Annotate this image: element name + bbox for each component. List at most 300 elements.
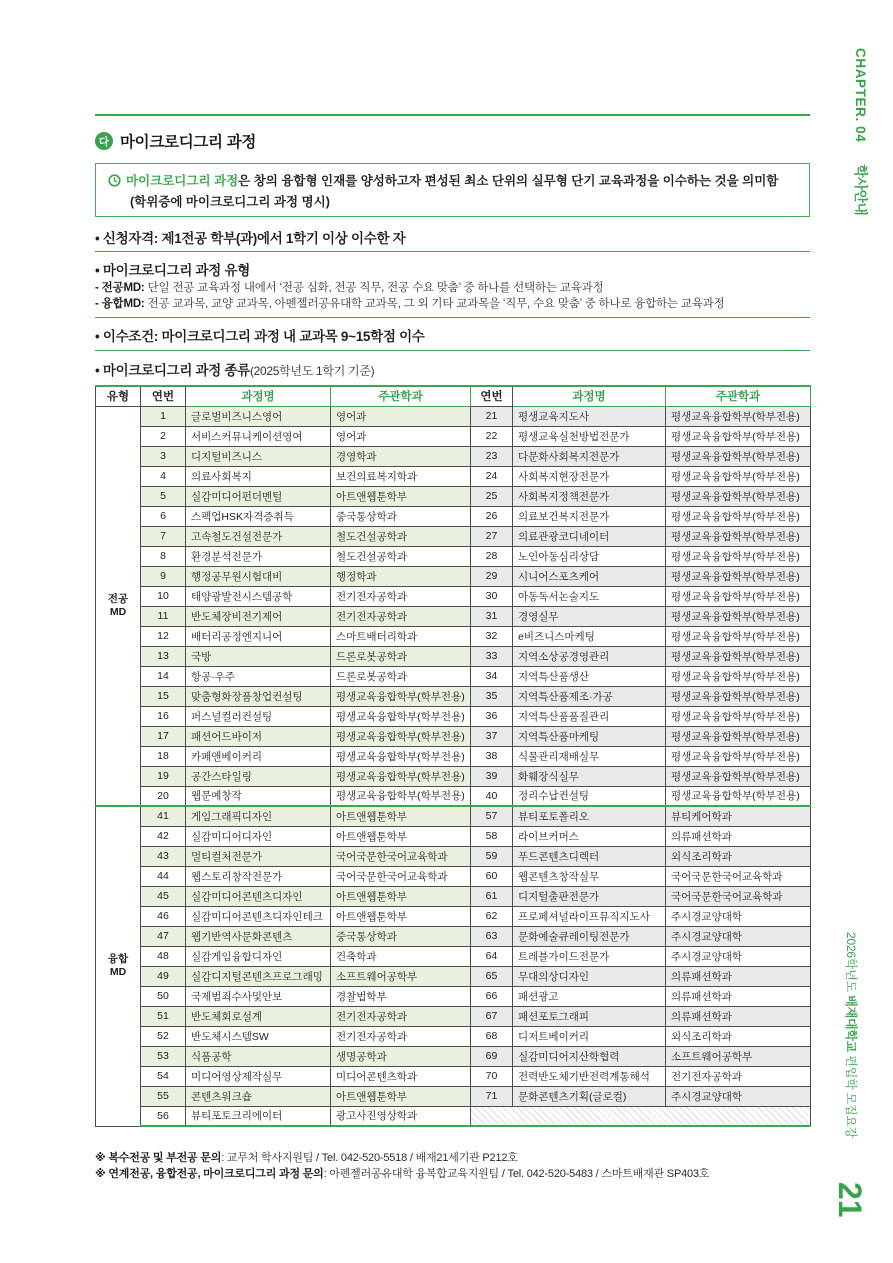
department-cell: 미디어콘텐츠학과 <box>331 1066 471 1086</box>
department-cell: 평생교육융합학부(학부전용) <box>666 606 811 626</box>
department-cell: 평생교육융합학부(학부전용) <box>666 586 811 606</box>
footnote-text: : 교무처 학사지원팀 / Tel. 042-520-5518 / 배재21세기관 P212호 <box>221 1152 518 1164</box>
department-cell: 소프트웨어공학부 <box>331 966 471 986</box>
course-no-cell: 13 <box>141 646 186 666</box>
course-name-cell: 실감미디어콘텐츠디자인 <box>186 886 331 906</box>
department-cell: 국어국문한국어교육학과 <box>666 866 811 886</box>
table-row <box>96 546 811 566</box>
course-no-cell: 70 <box>471 1066 513 1086</box>
department-cell: 평생교육융합학부(학부전용) <box>666 646 811 666</box>
divider <box>95 251 810 252</box>
definition-line1 <box>108 171 797 189</box>
course-name-cell: 웹스토리창작전문가 <box>186 866 331 886</box>
course-name-cell: 평생교육실천방법전문가 <box>513 426 666 446</box>
course-name-cell: 웹기반역사문화콘텐츠 <box>186 926 331 946</box>
course-name-cell: 지역특산품제조·가공 <box>513 686 666 706</box>
department-cell: 생명공학과 <box>331 1046 471 1066</box>
department-cell: 전기전자공학과 <box>331 1026 471 1046</box>
table-row <box>96 506 811 526</box>
department-cell: 아트앤웹툰학부 <box>331 906 471 926</box>
course-name-cell: 패션광고 <box>513 986 666 1006</box>
course-name-cell: 글로벌비즈니스영어 <box>186 406 331 426</box>
table-head <box>96 386 811 406</box>
edition-university: 배재대학교 <box>844 995 858 1053</box>
department-cell: 아트앤웹툰학부 <box>331 486 471 506</box>
course-name-cell: 콘텐츠워크숍 <box>186 1086 331 1106</box>
course-name-cell: 아동독서논술지도 <box>513 586 666 606</box>
course-no-cell: 12 <box>141 626 186 646</box>
department-cell: 평생교육융합학부(학부전용) <box>666 466 811 486</box>
table-row <box>96 866 811 886</box>
course-no-cell: 32 <box>471 626 513 646</box>
course-no-cell: 44 <box>141 866 186 886</box>
course-no-cell: 40 <box>471 786 513 806</box>
course-no-cell: 68 <box>471 1026 513 1046</box>
department-cell: 영어과 <box>331 406 471 426</box>
table-row <box>96 1086 811 1106</box>
department-cell: 드론로봇공학과 <box>331 646 471 666</box>
course-name-cell: 화훼장식실무 <box>513 766 666 786</box>
department-cell: 주시경교양대학 <box>666 946 811 966</box>
course-no-cell: 15 <box>141 686 186 706</box>
course-no-cell: 6 <box>141 506 186 526</box>
table-row <box>96 626 811 646</box>
course-name-cell: 카페앤베이커리 <box>186 746 331 766</box>
department-cell: 건축학과 <box>331 946 471 966</box>
department-cell: 평생교육융합학부(학부전용) <box>666 686 811 706</box>
department-cell: 평생교육융합학부(학부전용) <box>666 566 811 586</box>
course-no-cell: 52 <box>141 1026 186 1046</box>
course-name-cell: 태양광발전시스템공학 <box>186 586 331 606</box>
course-no-cell: 2 <box>141 426 186 446</box>
table-row <box>96 446 811 466</box>
course-no-cell: 43 <box>141 846 186 866</box>
course-name-cell: 패션포토그래피 <box>513 1006 666 1026</box>
table-row <box>96 1066 811 1086</box>
department-cell: 중국통상학과 <box>331 926 471 946</box>
type-item-fusion-label: - 융합MD: <box>95 298 145 310</box>
department-cell: 의류패션학과 <box>666 986 811 1006</box>
course-no-cell: 24 <box>471 466 513 486</box>
course-name-cell: 문화예술큐레이팅전문가 <box>513 926 666 946</box>
department-cell: 외식조리학과 <box>666 1026 811 1046</box>
chapter-number: CHAPTER. 04 <box>853 48 868 143</box>
department-cell: 드론로봇공학과 <box>331 666 471 686</box>
course-name-cell: 실감미디어지산학협력 <box>513 1046 666 1066</box>
department-cell: 행정학과 <box>331 566 471 586</box>
department-cell: 의류패션학과 <box>666 966 811 986</box>
course-no-cell: 39 <box>471 766 513 786</box>
table-row <box>96 526 811 546</box>
footnote-double-major <box>95 1149 810 1165</box>
course-name-cell: 문화콘텐츠기획(글로컬) <box>513 1086 666 1106</box>
course-no-cell: 48 <box>141 946 186 966</box>
table-row <box>96 926 811 946</box>
department-cell: 평생교육융합학부(학부전용) <box>331 766 471 786</box>
department-cell: 전기전자공학과 <box>331 586 471 606</box>
course-name-cell: 퍼스널컬러컨설팅 <box>186 706 331 726</box>
course-name-cell: 스펙업HSK자격증취득 <box>186 506 331 526</box>
course-no-cell: 66 <box>471 986 513 1006</box>
department-cell: 국어국문한국어교육학과 <box>666 886 811 906</box>
course-no-cell: 41 <box>141 806 186 826</box>
course-no-cell: 57 <box>471 806 513 826</box>
course-name-cell: 트레블가이드전문가 <box>513 946 666 966</box>
course-no-cell: 42 <box>141 826 186 846</box>
department-cell: 평생교육융합학부(학부전용) <box>666 786 811 806</box>
department-cell: 국어국문한국어교육학과 <box>331 846 471 866</box>
department-cell: 평생교육융합학부(학부전용) <box>666 446 811 466</box>
page-number: 21 <box>832 1182 868 1218</box>
course-no-cell: 60 <box>471 866 513 886</box>
course-name-cell: 디지털출판전문가 <box>513 886 666 906</box>
course-no-cell: 50 <box>141 986 186 1006</box>
course-no-cell: 61 <box>471 886 513 906</box>
course-name-cell: 프로페셔널라이프뮤직지도사 <box>513 906 666 926</box>
course-name-cell: 디저트베이커리 <box>513 1026 666 1046</box>
department-cell: 뷰티케어학과 <box>666 806 811 826</box>
department-cell: 평생교육융합학부(학부전용) <box>331 786 471 806</box>
course-name-cell: 지역특산품생산 <box>513 666 666 686</box>
course-no-cell: 45 <box>141 886 186 906</box>
definition-highlight: 마이크로디그리 과정 <box>126 174 239 188</box>
clock-icon <box>108 174 121 187</box>
department-cell: 평생교육융합학부(학부전용) <box>666 706 811 726</box>
completion-line: • 이수조건: 마이크로디그리 과정 내 교과목 9~15학점 이수 <box>95 329 425 344</box>
course-name-cell: 실감게임융합디자인 <box>186 946 331 966</box>
course-no-cell: 1 <box>141 406 186 426</box>
table-header-row <box>96 386 811 406</box>
department-cell: 아트앤웹툰학부 <box>331 886 471 906</box>
department-cell: 평생교육융합학부(학부전용) <box>666 766 811 786</box>
course-no-cell: 38 <box>471 746 513 766</box>
course-name-cell: 항공·우주 <box>186 666 331 686</box>
course-no-cell: 4 <box>141 466 186 486</box>
edition-sidebar-label <box>843 932 860 1138</box>
table-row <box>96 666 811 686</box>
department-cell: 광고사진영상학과 <box>331 1106 471 1126</box>
column-header: 과정명 <box>513 386 666 406</box>
course-no-cell: 3 <box>141 446 186 466</box>
course-no-cell: 27 <box>471 526 513 546</box>
department-cell: 철도건설공학과 <box>331 526 471 546</box>
course-name-cell: 서비스커뮤니케이션영여 <box>186 426 331 446</box>
course-no-cell: 11 <box>141 606 186 626</box>
department-cell: 주시경교양대학 <box>666 926 811 946</box>
course-no-cell: 23 <box>471 446 513 466</box>
course-name-cell: 공간스타일링 <box>186 766 331 786</box>
table-row <box>96 486 811 506</box>
course-name-cell: 의료보건복지전문가 <box>513 506 666 526</box>
md-type-cell: 전공 MD <box>96 406 141 806</box>
column-header: 과정명 <box>186 386 331 406</box>
course-no-cell: 30 <box>471 586 513 606</box>
course-no-cell: 29 <box>471 566 513 586</box>
department-cell: 소프트웨어공학부 <box>666 1046 811 1066</box>
department-cell: 경찰법학부 <box>331 986 471 1006</box>
department-cell: 보건의료복지학과 <box>331 466 471 486</box>
course-name-cell: 웹문예창작 <box>186 786 331 806</box>
course-name-cell: 실감미디어디자인 <box>186 826 331 846</box>
main-content <box>95 0 810 1181</box>
course-name-cell: 시니어스포츠케어 <box>513 566 666 586</box>
course-name-cell: 미디어영상제작실무 <box>186 1066 331 1086</box>
department-cell: 평생교육융합학부(학부전용) <box>666 746 811 766</box>
edition-prefix: 2026학년도 <box>844 932 858 996</box>
course-name-cell: 평생교육지도사 <box>513 406 666 426</box>
definition-box <box>95 163 810 217</box>
table-row <box>96 986 811 1006</box>
department-cell: 평생교육융합학부(학부전용) <box>666 546 811 566</box>
table-body <box>96 406 811 1126</box>
type-item-major-text: 단일 전공 교육과정 내에서 ‘전공 심화, 전공 직무, 전공 수요 맞춤’ 중 하나를 선택하는 교육과정 <box>144 282 604 294</box>
course-no-cell: 8 <box>141 546 186 566</box>
eligibility-line: • 신청자격: 제1전공 학부(과)에서 1학기 이상 이수한 자 <box>95 231 406 246</box>
course-name-cell: 사회복지현장전문가 <box>513 466 666 486</box>
course-no-cell: 21 <box>471 406 513 426</box>
table-row <box>96 746 811 766</box>
course-no-cell: 59 <box>471 846 513 866</box>
course-name-cell: 뷰티포토폴리오 <box>513 806 666 826</box>
course-name-cell: 환경분석전문가 <box>186 546 331 566</box>
department-cell: 평생교육융합학부(학부전용) <box>666 486 811 506</box>
table-row <box>96 966 811 986</box>
department-cell: 국어국문한국어교육학과 <box>331 866 471 886</box>
course-name-cell: 웹콘텐츠창작실무 <box>513 866 666 886</box>
type-item-major <box>95 279 810 295</box>
course-name-cell: 패션어드바이저 <box>186 726 331 746</box>
course-no-cell: 17 <box>141 726 186 746</box>
table-row <box>96 466 811 486</box>
table-row <box>96 806 811 826</box>
course-no-cell: 18 <box>141 746 186 766</box>
course-no-cell: 47 <box>141 926 186 946</box>
chapter-sidebar-label <box>852 48 872 215</box>
course-name-cell: 뷰티포토크리에이터 <box>186 1106 331 1126</box>
course-name-cell: 무대의상디자인 <box>513 966 666 986</box>
course-no-cell: 64 <box>471 946 513 966</box>
course-no-cell: 9 <box>141 566 186 586</box>
footnote-label: ※ 복수전공 및 부전공 문의 <box>95 1152 222 1164</box>
course-no-cell: 67 <box>471 1006 513 1026</box>
course-name-cell: 행정공무원시험대비 <box>186 566 331 586</box>
course-name-cell: 맞춤형화장품창업컨설팅 <box>186 686 331 706</box>
course-name-cell: 식품공학 <box>186 1046 331 1066</box>
course-no-cell: 62 <box>471 906 513 926</box>
table-row <box>96 1026 811 1046</box>
course-no-cell: 26 <box>471 506 513 526</box>
top-rule <box>95 114 810 116</box>
course-name-cell: e비즈니스마케팅 <box>513 626 666 646</box>
course-no-cell: 37 <box>471 726 513 746</box>
table-row <box>96 406 811 426</box>
course-no-cell: 58 <box>471 826 513 846</box>
course-name-cell: 실감디지털콘텐츠프로그래밍 <box>186 966 331 986</box>
course-name-cell: 경영실무 <box>513 606 666 626</box>
course-name-cell: 의료사회복지 <box>186 466 331 486</box>
course-no-cell: 19 <box>141 766 186 786</box>
course-name-cell: 멀티컬처전문가 <box>186 846 331 866</box>
course-name-cell: 게임그래픽디자인 <box>186 806 331 826</box>
types-heading: • 마이크로디그리 과정 유형 <box>95 263 250 278</box>
department-cell: 전기전자공학과 <box>666 1066 811 1086</box>
department-cell: 경영학과 <box>331 446 471 466</box>
type-item-major-label: - 전공MD: <box>95 282 145 294</box>
department-cell: 중국통상학과 <box>331 506 471 526</box>
table-row <box>96 766 811 786</box>
course-no-cell: 31 <box>471 606 513 626</box>
edition-suffix: 편입학 모집요강 <box>844 1052 858 1139</box>
table-row <box>96 426 811 446</box>
definition-line2: (학위증에 마이크로디그리 과정 명시) <box>130 195 330 209</box>
course-name-cell: 실감미디어콘텐츠디자인테크 <box>186 906 331 926</box>
course-no-cell: 36 <box>471 706 513 726</box>
department-cell: 영어과 <box>331 426 471 446</box>
department-cell: 평생교육융합학부(학부전용) <box>666 526 811 546</box>
table-row <box>96 886 811 906</box>
type-item-fusion <box>95 295 810 311</box>
course-no-cell: 54 <box>141 1066 186 1086</box>
department-cell: 의류패션학과 <box>666 826 811 846</box>
course-name-cell: 디지털비즈니스 <box>186 446 331 466</box>
course-list-heading-note: (2025학년도 1학기 기준) <box>249 364 375 378</box>
course-name-cell: 반도체회로설계 <box>186 1006 331 1026</box>
course-no-cell: 63 <box>471 926 513 946</box>
table-row <box>96 1006 811 1026</box>
course-no-cell: 53 <box>141 1046 186 1066</box>
course-name-cell: 지역특산품마케팅 <box>513 726 666 746</box>
course-name-cell: 실감미디어펀더멘털 <box>186 486 331 506</box>
course-name-cell: 라이브커머스 <box>513 826 666 846</box>
course-no-cell: 7 <box>141 526 186 546</box>
column-header: 주관학과 <box>331 386 471 406</box>
department-cell: 전기전자공학과 <box>331 1006 471 1026</box>
course-no-cell: 5 <box>141 486 186 506</box>
definition-rest: 은 창의 융합형 인재를 양성하고자 편성된 최소 단위의 실무형 단기 교육과정을 이수하는 것을 의미함 <box>238 174 779 188</box>
column-header: 주관학과 <box>666 386 811 406</box>
course-name-cell: 국방 <box>186 646 331 666</box>
table-row <box>96 726 811 746</box>
table-row <box>96 706 811 726</box>
footnote-text: : 아펜젤러공유대학 융복합교육지원팀 / Tel. 042-520-5483 / 스마트배재관 SP403호 <box>323 1168 710 1180</box>
course-no-cell: 51 <box>141 1006 186 1026</box>
course-name-cell: 배터리공정엔지니어 <box>186 626 331 646</box>
course-name-cell: 다문화사회복지전문가 <box>513 446 666 466</box>
course-name-cell: 반도체장비전기제어 <box>186 606 331 626</box>
definition-text <box>126 171 778 189</box>
department-cell: 평생교육융합학부(학부전용) <box>331 706 471 726</box>
column-header: 연번 <box>471 386 513 406</box>
department-cell: 평생교육융합학부(학부전용) <box>331 686 471 706</box>
course-no-cell: 49 <box>141 966 186 986</box>
table-row <box>96 566 811 586</box>
course-no-cell: 10 <box>141 586 186 606</box>
table-row <box>96 786 811 806</box>
department-cell: 평생교육융합학부(학부전용) <box>666 626 811 646</box>
department-cell: 전기전자공학과 <box>331 606 471 626</box>
footnotes <box>95 1149 810 1181</box>
department-cell: 평생교육융합학부(학부전용) <box>331 726 471 746</box>
course-no-cell: 22 <box>471 426 513 446</box>
department-cell: 아트앤웹툰학부 <box>331 1086 471 1106</box>
type-item-fusion-text: 전공 교과목, 교양 교과목, 아펜젤러공유대학 교과목, 그 외 기타 교과목을 ‘직무, 수요 맞춤’ 중 하나로 융합하는 교육과정 <box>144 298 725 310</box>
course-no-cell: 34 <box>471 666 513 686</box>
department-cell: 아트앤웹툰학부 <box>331 806 471 826</box>
course-name-cell: 사회복지정책전문가 <box>513 486 666 506</box>
course-no-cell: 65 <box>471 966 513 986</box>
course-name-cell: 고속철도건설전문가 <box>186 526 331 546</box>
table-row <box>96 826 811 846</box>
department-cell: 평생교육융합학부(학부전용) <box>666 726 811 746</box>
table-row <box>96 646 811 666</box>
course-name-cell: 식물관리재배실무 <box>513 746 666 766</box>
department-cell: 철도건설공학과 <box>331 546 471 566</box>
course-no-cell: 25 <box>471 486 513 506</box>
course-no-cell: 55 <box>141 1086 186 1106</box>
table-row <box>96 846 811 866</box>
divider <box>95 317 810 318</box>
hatched-empty-cell <box>471 1106 811 1126</box>
section-title-row <box>95 131 810 151</box>
course-no-cell: 20 <box>141 786 186 806</box>
course-no-cell: 56 <box>141 1106 186 1126</box>
department-cell: 주시경교양대학 <box>666 906 811 926</box>
section-badge-icon: 다 <box>95 132 113 150</box>
course-name-cell: 반도체시스템SW <box>186 1026 331 1046</box>
department-cell: 스마트배터리학과 <box>331 626 471 646</box>
course-no-cell: 69 <box>471 1046 513 1066</box>
department-cell: 평생교육융합학부(학부전용) <box>666 506 811 526</box>
department-cell: 의류패션학과 <box>666 1006 811 1026</box>
divider <box>95 350 810 351</box>
course-name-cell: 의료관광코디네이터 <box>513 526 666 546</box>
department-cell: 아트앤웹툰학부 <box>331 826 471 846</box>
table-row <box>96 906 811 926</box>
department-cell: 평생교육융합학부(학부전용) <box>666 666 811 686</box>
course-name-cell: 푸드콘텐츠디렉터 <box>513 846 666 866</box>
table-row <box>96 606 811 626</box>
course-list-heading-bold: • 마이크로디그리 과정 종류 <box>95 363 250 378</box>
chapter-section: 학사안내 <box>853 164 868 216</box>
department-cell: 주시경교양대학 <box>666 1086 811 1106</box>
department-cell: 외식조리학과 <box>666 846 811 866</box>
course-table <box>95 385 811 1127</box>
course-no-cell: 35 <box>471 686 513 706</box>
course-no-cell: 16 <box>141 706 186 726</box>
table-row <box>96 686 811 706</box>
course-no-cell: 46 <box>141 906 186 926</box>
column-header: 유형 <box>96 386 141 406</box>
table-row <box>96 586 811 606</box>
page-title: 마이크로디그리 과정 <box>120 134 257 151</box>
course-no-cell: 71 <box>471 1086 513 1106</box>
course-list-heading <box>95 359 810 378</box>
course-name-cell: 지역특산품품질관리 <box>513 706 666 726</box>
course-name-cell: 노인아동심리상담 <box>513 546 666 566</box>
table-row <box>96 946 811 966</box>
course-no-cell: 28 <box>471 546 513 566</box>
course-no-cell: 33 <box>471 646 513 666</box>
department-cell: 평생교육융합학부(학부전용) <box>666 406 811 426</box>
footnote-microdegree <box>95 1165 810 1181</box>
course-no-cell: 14 <box>141 666 186 686</box>
course-name-cell: 전력반도체기반전력계통해석 <box>513 1066 666 1086</box>
course-name-cell: 국제범죄수사및안보 <box>186 986 331 1006</box>
md-type-cell: 융합 MD <box>96 806 141 1126</box>
course-name-cell: 정리수납컨설팅 <box>513 786 666 806</box>
course-name-cell: 지역소상공경영관리 <box>513 646 666 666</box>
table-row <box>96 1106 811 1126</box>
